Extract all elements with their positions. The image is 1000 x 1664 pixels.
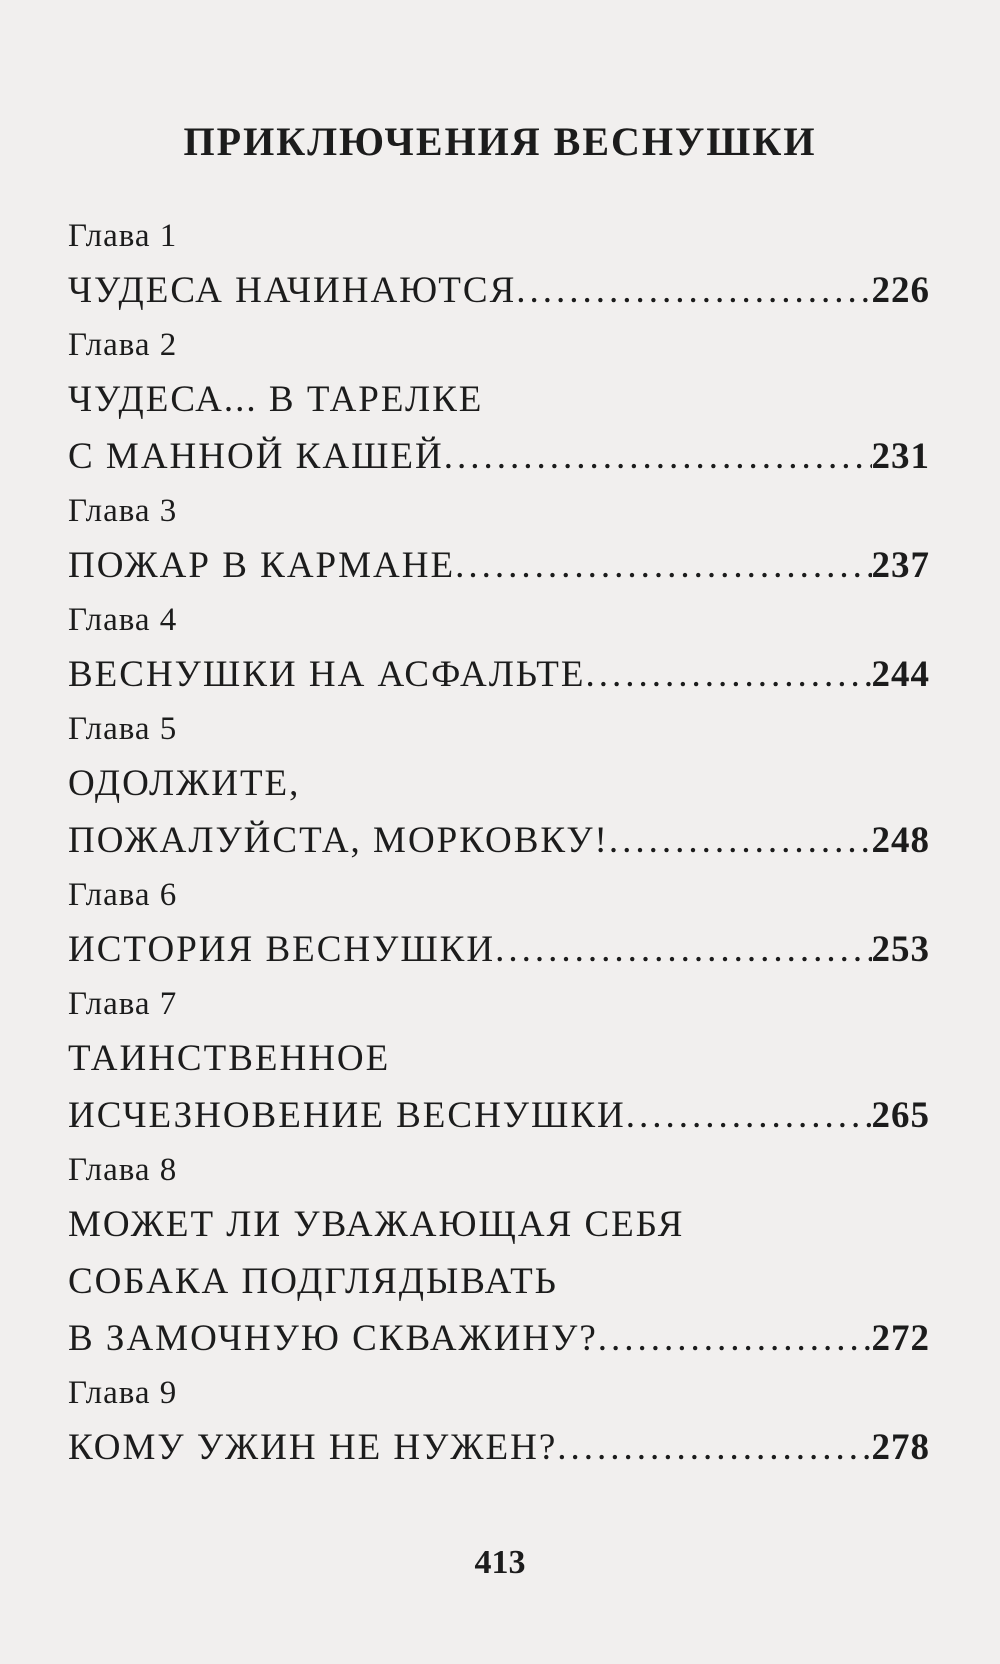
page-number: 413	[474, 1544, 526, 1581]
chapter-label: Глава 2	[68, 327, 178, 363]
page-ref: 265	[871, 1095, 930, 1136]
table-of-contents	[68, 210, 930, 1476]
toc-chapter-8	[68, 1144, 930, 1367]
toc-entry-line	[68, 1310, 930, 1367]
chapter-title: ОДОЛЖИТЕ,	[68, 763, 301, 804]
dot-leader	[495, 921, 871, 978]
chapter-label: Глава 5	[68, 711, 178, 747]
toc-entry-line	[68, 537, 930, 594]
dot-leader	[557, 1419, 871, 1476]
chapter-title: ПОЖАЛУЙСТА, МОРКОВКУ!	[68, 820, 609, 861]
toc-entry-line	[68, 812, 930, 869]
toc-entry-line	[68, 428, 930, 485]
chapter-title: В ЗАМОЧНУЮ СКВАЖИНУ?	[68, 1318, 598, 1359]
page-ref: 248	[871, 820, 930, 861]
toc-chapter-9	[68, 1367, 930, 1476]
chapter-title: ИСТОРИЯ ВЕСНУШКИ	[68, 929, 496, 970]
chapter-title: ЧУДЕСА НАЧИНАЮТСЯ	[68, 270, 517, 311]
chapter-title: МОЖЕТ ЛИ УВАЖАЮЩАЯ СЕБЯ	[68, 1204, 685, 1245]
page-ref: 231	[871, 436, 930, 477]
chapter-title: ЧУДЕСА... В ТАРЕЛКЕ	[68, 379, 484, 420]
dot-leader	[626, 1087, 872, 1144]
chapter-label: Глава 3	[68, 493, 178, 529]
toc-chapter-1	[68, 210, 930, 319]
page-ref: 278	[871, 1427, 930, 1468]
toc-entry-line	[68, 262, 930, 319]
toc-chapter-5	[68, 703, 930, 869]
page-ref: 253	[871, 929, 930, 970]
toc-chapter-7	[68, 978, 930, 1144]
toc-chapter-2	[68, 319, 930, 485]
toc-entry-line	[68, 921, 930, 978]
chapter-title: ПОЖАР В КАРМАНЕ	[68, 545, 456, 586]
page-ref: 244	[871, 654, 930, 695]
chapter-label: Глава 8	[68, 1152, 178, 1188]
dot-leader	[444, 428, 872, 485]
toc-entry-line	[68, 1419, 930, 1476]
chapter-title: ИСЧЕЗНОВЕНИЕ ВЕСНУШКИ	[68, 1095, 626, 1136]
toc-entry-line	[68, 646, 930, 703]
chapter-title: СОБАКА ПОДГЛЯДЫВАТЬ	[68, 1261, 558, 1302]
chapter-label: Глава 9	[68, 1375, 178, 1411]
toc-chapter-6	[68, 869, 930, 978]
chapter-title: ТАИНСТВЕННОЕ	[68, 1038, 391, 1079]
chapter-title: ВЕСНУШКИ НА АСФАЛЬТЕ	[68, 654, 586, 695]
page-ref: 226	[871, 270, 930, 311]
toc-chapter-4	[68, 594, 930, 703]
chapter-label: Глава 1	[68, 218, 178, 254]
chapter-label: Глава 4	[68, 602, 178, 638]
section-title: ПРИКЛЮЧЕНИЯ ВЕСНУШКИ	[183, 119, 817, 164]
toc-entry-line	[68, 1087, 930, 1144]
toc-chapter-3	[68, 485, 930, 594]
chapter-label: Глава 6	[68, 877, 178, 913]
chapter-title: КОМУ УЖИН НЕ НУЖЕН?	[68, 1427, 558, 1468]
dot-leader	[585, 646, 871, 703]
dot-leader	[516, 262, 871, 319]
page-ref: 237	[871, 545, 930, 586]
dot-leader	[598, 1310, 872, 1367]
page-ref: 272	[871, 1318, 930, 1359]
dot-leader	[609, 812, 872, 869]
chapter-title: С МАННОЙ КАШЕЙ	[68, 436, 444, 477]
dot-leader	[455, 537, 871, 594]
chapter-label: Глава 7	[68, 986, 178, 1022]
